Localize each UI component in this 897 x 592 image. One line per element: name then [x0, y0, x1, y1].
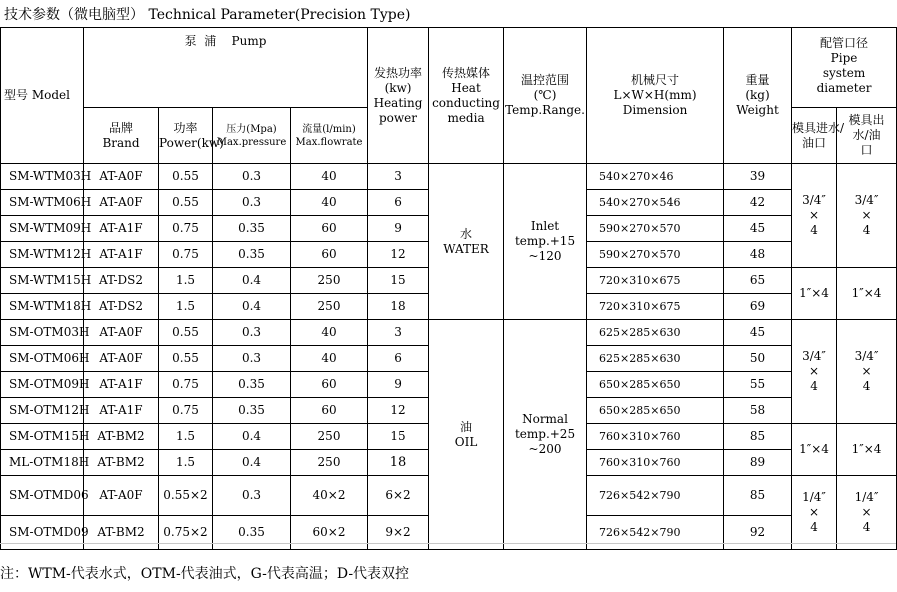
power-cell: 0.55	[159, 164, 213, 190]
temp-range-water-cell: Inlet temp.+15 ~120	[504, 164, 587, 320]
pressure-cell: 0.4	[213, 424, 291, 450]
mold-in-out-cell: 3/4″ × 4	[792, 320, 837, 424]
mold-in-out-cell: 1/4″ × 4	[792, 476, 837, 550]
dimension-cell: 726×542×790	[587, 516, 724, 550]
heating-power-cell: 18	[368, 294, 429, 320]
page-title: 技术参数（微电脑型） Technical Parameter(Precision Type)	[4, 7, 411, 23]
weight-cell: 39	[724, 164, 792, 190]
weight-cell: 89	[724, 450, 792, 476]
pressure-cell: 0.35	[213, 242, 291, 268]
model-cell: SM-OTM15H	[1, 424, 84, 450]
footnote: 注：WTM-代表水式，OTM-代表油式，G-代表高温；D-代表双控	[0, 566, 410, 582]
header-pipe: 配管口径 Pipe system diameter	[792, 28, 897, 108]
mold-out-in-cell: 1/4″ × 4	[837, 476, 897, 550]
technical-parameter-table	[0, 27, 897, 550]
model-cell: SM-WTM09H	[1, 216, 84, 242]
model-cell: SM-OTMD09	[1, 516, 84, 550]
power-cell: 0.55	[159, 346, 213, 372]
brand-cell: AT-A1F	[84, 398, 159, 424]
brand-cell: AT-A0F	[84, 190, 159, 216]
heating-power-cell: 3	[368, 164, 429, 190]
weight-cell: 55	[724, 372, 792, 398]
model-cell: ML-OTM18H	[1, 450, 84, 476]
heating-power-cell: 15	[368, 268, 429, 294]
header-medium: 传热媒体 Heat conducting media	[429, 28, 504, 164]
dimension-cell: 650×285×650	[587, 372, 724, 398]
header-model: 型号 Model	[1, 28, 84, 164]
header-heating-power: 发热功率 (kw) Heating power	[368, 28, 429, 164]
flowrate-cell: 40	[291, 164, 368, 190]
model-cell: SM-WTM12H	[1, 242, 84, 268]
model-cell: SM-OTM12H	[1, 398, 84, 424]
dimension-cell: 726×542×790	[587, 476, 724, 516]
heating-power-cell: 6×2	[368, 476, 429, 516]
power-cell: 0.75	[159, 216, 213, 242]
flowrate-cell: 40	[291, 190, 368, 216]
dimension-cell: 625×285×630	[587, 346, 724, 372]
heating-power-cell: 15	[368, 424, 429, 450]
header-dimension: 机械尺寸 L×W×H(mm) Dimension	[587, 28, 724, 164]
flowrate-cell: 250	[291, 268, 368, 294]
brand-cell: AT-A1F	[84, 372, 159, 398]
dimension-cell: 720×310×675	[587, 268, 724, 294]
weight-cell: 92	[724, 516, 792, 550]
heating-power-cell: 12	[368, 398, 429, 424]
dimension-cell: 590×270×570	[587, 242, 724, 268]
weight-cell: 69	[724, 294, 792, 320]
flowrate-cell: 250	[291, 294, 368, 320]
header-max-pressure: 压力(Mpa) Max.pressure	[213, 108, 291, 164]
mold-out-in-cell: 1″×4	[837, 268, 897, 320]
heating-power-cell: 18	[368, 450, 429, 476]
model-cell: SM-OTM03H	[1, 320, 84, 346]
brand-cell: AT-A0F	[84, 346, 159, 372]
flowrate-cell: 250	[291, 450, 368, 476]
weight-cell: 85	[724, 476, 792, 516]
power-cell: 0.55×2	[159, 476, 213, 516]
pressure-cell: 0.4	[213, 294, 291, 320]
flowrate-cell: 60	[291, 372, 368, 398]
heating-power-cell: 9	[368, 372, 429, 398]
pressure-cell: 0.35	[213, 398, 291, 424]
dimension-cell: 720×310×675	[587, 294, 724, 320]
medium-oil-cell: 油 OIL	[429, 320, 504, 550]
heating-power-cell: 6	[368, 190, 429, 216]
table-row	[1, 320, 897, 346]
heating-power-cell: 9	[368, 216, 429, 242]
model-cell: SM-OTM09H	[1, 372, 84, 398]
flowrate-cell: 40	[291, 346, 368, 372]
header-brand: 品牌 Brand	[84, 108, 159, 164]
dimension-cell: 760×310×760	[587, 450, 724, 476]
model-cell: SM-WTM03H	[1, 164, 84, 190]
header-pump: 泵 浦 Pump	[84, 28, 368, 108]
pressure-cell: 0.35	[213, 516, 291, 550]
power-cell: 0.75	[159, 242, 213, 268]
pressure-cell: 0.3	[213, 476, 291, 516]
header-mold-in-out: 模具进水/ 油口	[792, 108, 837, 164]
heating-power-cell: 12	[368, 242, 429, 268]
power-cell: 1.5	[159, 294, 213, 320]
medium-water-cell: 水 WATER	[429, 164, 504, 320]
model-cell: SM-OTMD06	[1, 476, 84, 516]
power-cell: 1.5	[159, 424, 213, 450]
brand-cell: AT-BM2	[84, 424, 159, 450]
heating-power-cell: 9×2	[368, 516, 429, 550]
model-cell: SM-WTM15H	[1, 268, 84, 294]
brand-cell: AT-DS2	[84, 268, 159, 294]
mold-in-out-cell: 1″×4	[792, 268, 837, 320]
weight-cell: 48	[724, 242, 792, 268]
flowrate-cell: 60	[291, 398, 368, 424]
pressure-cell: 0.35	[213, 372, 291, 398]
dimension-cell: 625×285×630	[587, 320, 724, 346]
dimension-cell: 540×270×46	[587, 164, 724, 190]
model-cell: SM-WTM18H	[1, 294, 84, 320]
header-temp-range: 温控范围 (℃) Temp.Range.	[504, 28, 587, 164]
brand-cell: AT-BM2	[84, 450, 159, 476]
dimension-cell: 540×270×546	[587, 190, 724, 216]
flowrate-cell: 60	[291, 242, 368, 268]
power-cell: 0.75	[159, 372, 213, 398]
brand-cell: AT-A0F	[84, 476, 159, 516]
power-cell: 1.5	[159, 450, 213, 476]
sheet-gridline	[0, 543, 896, 544]
heating-power-cell: 6	[368, 346, 429, 372]
power-cell: 0.55	[159, 190, 213, 216]
flowrate-cell: 40×2	[291, 476, 368, 516]
pressure-cell: 0.35	[213, 216, 291, 242]
header-mold-out-in: 模具出 水/油 口	[837, 108, 897, 164]
brand-cell: AT-A0F	[84, 320, 159, 346]
pressure-cell: 0.3	[213, 164, 291, 190]
pressure-cell: 0.4	[213, 268, 291, 294]
weight-cell: 58	[724, 398, 792, 424]
dimension-cell: 590×270×570	[587, 216, 724, 242]
dimension-cell: 760×310×760	[587, 424, 724, 450]
mold-out-in-cell: 3/4″ × 4	[837, 164, 897, 268]
flowrate-cell: 60	[291, 216, 368, 242]
flowrate-cell: 60×2	[291, 516, 368, 550]
brand-cell: AT-A1F	[84, 242, 159, 268]
table-row	[1, 164, 897, 190]
pressure-cell: 0.3	[213, 320, 291, 346]
mold-in-out-cell: 1″×4	[792, 424, 837, 476]
pressure-cell: 0.3	[213, 190, 291, 216]
flowrate-cell: 250	[291, 424, 368, 450]
power-cell: 0.75	[159, 398, 213, 424]
weight-cell: 85	[724, 424, 792, 450]
weight-cell: 65	[724, 268, 792, 294]
power-cell: 0.55	[159, 320, 213, 346]
mold-out-in-cell: 3/4″ × 4	[837, 320, 897, 424]
weight-cell: 50	[724, 346, 792, 372]
brand-cell: AT-BM2	[84, 516, 159, 550]
weight-cell: 45	[724, 320, 792, 346]
brand-cell: AT-A1F	[84, 216, 159, 242]
model-cell: SM-WTM06H	[1, 190, 84, 216]
brand-cell: AT-DS2	[84, 294, 159, 320]
header-flowrate: 流量(l/min) Max.flowrate	[291, 108, 368, 164]
mold-in-out-cell: 3/4″ × 4	[792, 164, 837, 268]
heating-power-cell: 3	[368, 320, 429, 346]
brand-cell: AT-A0F	[84, 164, 159, 190]
pressure-cell: 0.4	[213, 450, 291, 476]
flowrate-cell: 40	[291, 320, 368, 346]
pressure-cell: 0.3	[213, 346, 291, 372]
weight-cell: 42	[724, 190, 792, 216]
header-weight: 重量 (kg) Weight	[724, 28, 792, 164]
power-cell: 1.5	[159, 268, 213, 294]
header-power: 功率 Power(kw)	[159, 108, 213, 164]
mold-out-in-cell: 1″×4	[837, 424, 897, 476]
temp-range-oil-cell: Normal temp.+25 ~200	[504, 320, 587, 550]
model-cell: SM-OTM06H	[1, 346, 84, 372]
weight-cell: 45	[724, 216, 792, 242]
power-cell: 0.75×2	[159, 516, 213, 550]
dimension-cell: 650×285×650	[587, 398, 724, 424]
